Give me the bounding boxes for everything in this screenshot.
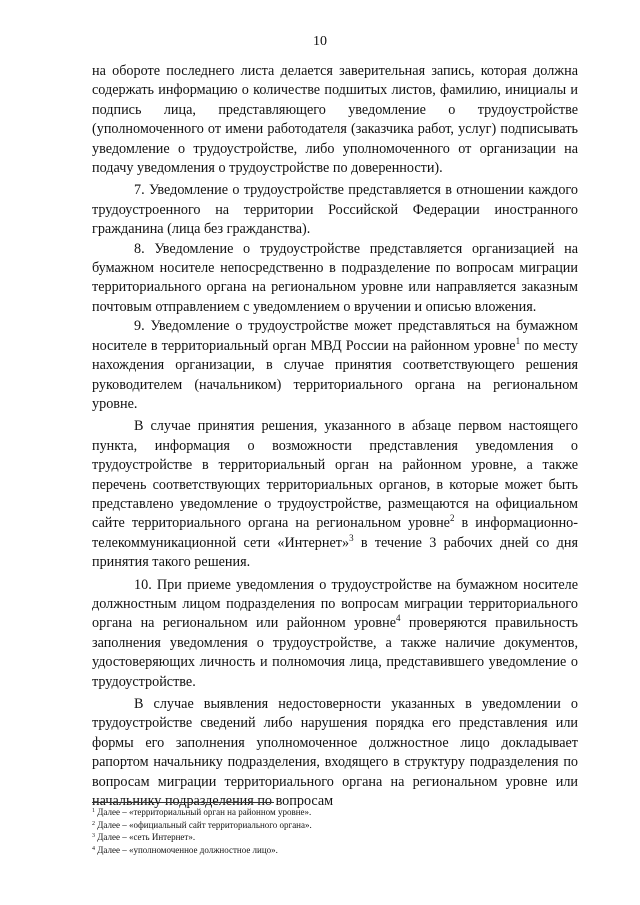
footnote-text: Далее – «официальный сайт территориального органа». [95,819,312,830]
footnote-text: Далее – «уполномоченное должностное лицо». [95,844,278,855]
paragraph-item-9 [92,317,578,414]
paragraph-item-9-text-2: по месту нахождения организации, в случае принятия соответствующего решения руководителем (начальником) территориального органа на региональном уровне. [92,337,578,412]
footnote-ref-2: 2 [449,513,455,524]
page-number: 10 [313,34,327,49]
footnote-number: 1 [92,808,95,814]
document-body [92,62,578,811]
footnotes [92,806,578,856]
footnote-ref-1: 1 [515,335,521,346]
paragraph-item-10-part-2: В случае выявления недостоверности указанных в уведомлении о трудоустройстве сведений либо нарушения порядка его представления или формы его заполнения уполномоченное должностное лицо докладывает рапортом начальнику подразделения, входящего в структуру подразделения по вопросам миграции территориального органа на региональном уровне или начальнику подразделения по вопросам [92,696,578,810]
footnote-ref-4: 4 [396,613,401,624]
paragraph-item-9-text-1: 9. Уведомление о трудоустройстве может представляться на бумажном носителе в территориальный орган МВД России на районном уровне [92,318,578,354]
footnote-ref-3: 3 [349,532,354,543]
footnote-number: 3 [92,833,95,839]
footnote-1 [92,806,578,819]
paragraph-item-8: 8. Уведомление о трудоустройстве представляется организацией на бумажном носителе непосредственно в подразделение по вопросам миграции территориального органа на региональном уровне или направляется заказным почтовым отправлением с уведомлением о вручении и описью вложения. [92,240,578,315]
paragraph-item-10-text-2: проверяются правильность заполнения уведомления о трудоустройстве, а также наличие документов, удостоверяющих личность и полномочия лица, представившего уведомление о трудоустройстве. [92,615,578,690]
footnote-2 [92,819,578,832]
paragraph-item-10-text-1: 10. При приеме уведомления о трудоустройстве на бумажном носителе должностным лицом подразделения по вопросам миграции территориального органа на региональном или районном уровне [92,576,578,632]
paragraph-text-b: в информационно-телекоммуникационной сети «Интернет» [92,515,579,551]
paragraph-text-c: в течение 3 рабочих дней со дня принятия такого решения. [92,534,579,571]
footnote-divider [92,802,274,803]
footnote-4 [92,844,578,857]
paragraph-item-10 [92,576,578,692]
footnote-number: 4 [92,845,95,852]
footnote-text: Далее – «сеть Интернет». [95,832,196,842]
paragraph-item-9-part-2 [92,417,578,572]
paragraph-item-7: 7. Уведомление о трудоустройстве представляется в отношении каждого трудоустроенного на территории Российской Федерации иностранного гражданина (лица без гражданства). [92,182,578,238]
footnote-number: 2 [92,820,95,827]
paragraph-continuation: на обороте последнего листа делается заверительная запись, которая должна содержать информацию о количестве подшитых листов, фамилию, инициалы и подпись лица, представляющего уведомление о трудоустройстве (уполномоченного от имени работодателя (заказчика работ, услуг) подписывать уведомление о трудоустройстве, либо уполномоченного от организации на подачу уведомления о трудоустройстве по доверенности). [92,63,578,177]
footnote-3 [92,831,578,844]
paragraph-text-a: В случае принятия решения, указанного в абзаце первом настоящего пункта, информация о возможности представления уведомления о трудоустройстве в территориальный орган на районном уровне, а также перечень соответствующих территориальных органов, в которые может быть представлено уведомление о трудоустройстве, размещаются на официальном сайте территориального органа на региональном уровне [92,418,578,532]
footnote-text: Далее – «территориальный орган на районном уровне». [95,807,312,817]
